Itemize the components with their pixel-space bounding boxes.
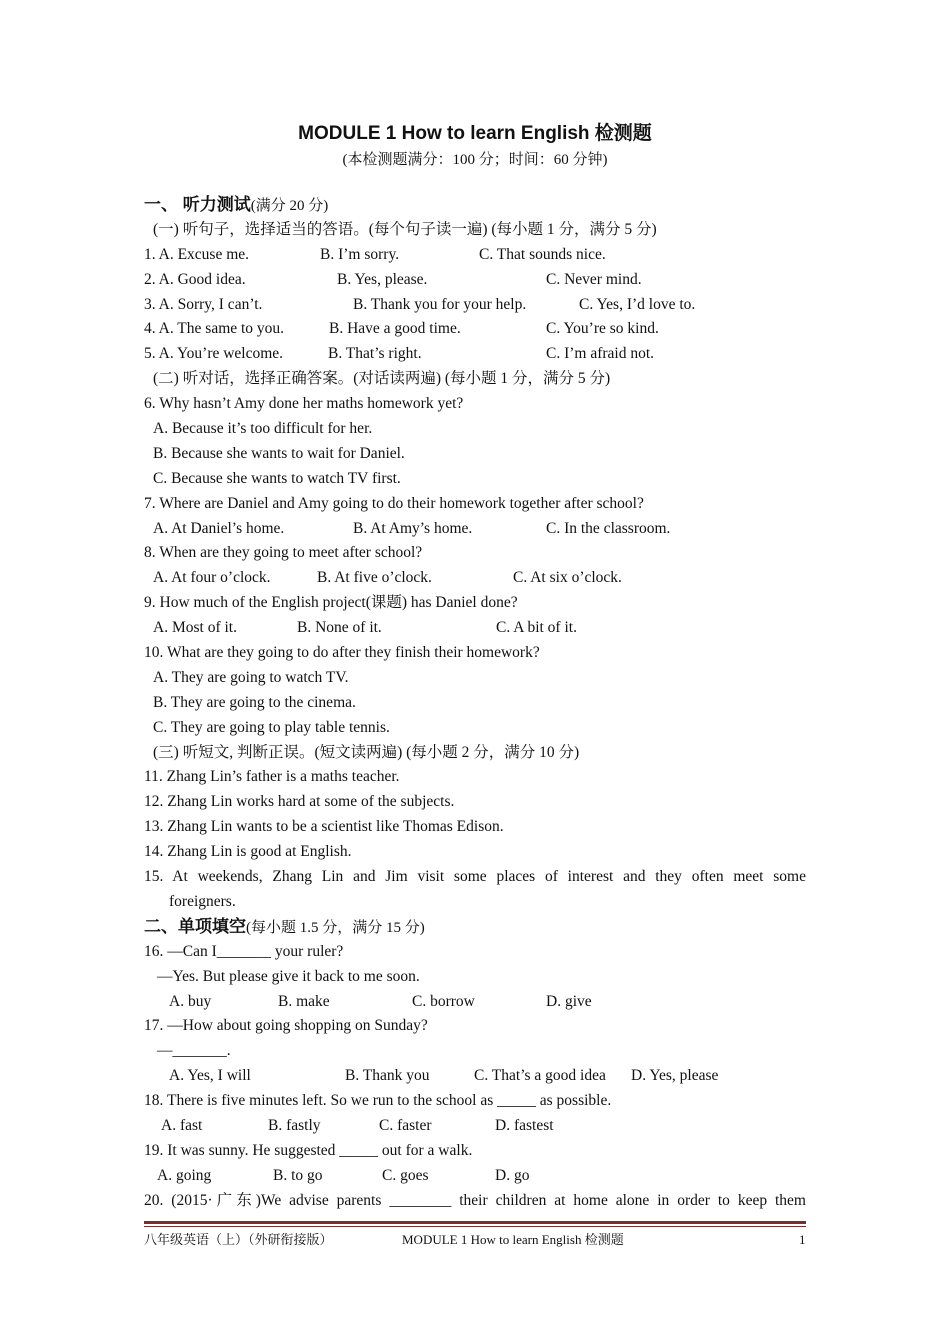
option-d: D. go <box>495 1166 530 1184</box>
question-row <box>144 268 806 293</box>
question-text: 10. What are they going to do after they finish their homework? <box>144 644 540 662</box>
option-a: A. going <box>157 1166 212 1184</box>
options-row <box>144 616 806 641</box>
option-b: B. to go <box>273 1166 323 1184</box>
option-b: B. Because she wants to wait for Daniel. <box>153 444 405 462</box>
option-b: B. They are going to the cinema. <box>153 693 356 711</box>
section-note: (每小题 1.5 分，满分 15 分) <box>246 919 425 936</box>
question-text: 9. How much of the English project(课题) has Daniel done? <box>144 594 518 612</box>
section-heading <box>144 915 806 940</box>
option-c: C. That sounds nice. <box>479 245 606 263</box>
option-c: C. At six o’clock. <box>513 569 622 587</box>
statement: 11. Zhang Lin’s father is a maths teacher. <box>144 768 400 786</box>
page-subtitle: (本检测题满分：100 分；时间：60 分钟) <box>342 152 608 168</box>
option-a: A. At four o’clock. <box>153 569 271 587</box>
option-c: C. borrow <box>412 992 475 1010</box>
options-row <box>144 517 806 542</box>
question-row <box>144 293 806 318</box>
footer-rule-thin <box>144 1226 806 1227</box>
exam-body <box>144 193 806 1214</box>
question-row <box>144 243 806 268</box>
footer-center: MODULE 1 How to learn English 检测题 <box>402 1232 624 1247</box>
option-c: C. Yes, I’d love to. <box>579 295 696 313</box>
option-b: B. make <box>278 992 330 1010</box>
question-text: 18. There is five minutes left. So we run to the school as _____ as possible. <box>144 1092 612 1110</box>
options-row <box>144 1164 806 1189</box>
statement: 15. At weekends, Zhang Lin and Jim visit some places of interest and they often meet some <box>144 868 806 886</box>
question-row <box>144 342 806 367</box>
statement: 13. Zhang Lin wants to be a scientist like Thomas Edison. <box>144 818 504 836</box>
question-option-a: 2. A. Good idea. <box>144 270 246 288</box>
option-c: C. You’re so kind. <box>546 320 659 338</box>
option-b: B. At five o’clock. <box>317 569 432 587</box>
option-d: D. Yes, please <box>631 1067 719 1085</box>
part-instruction: (二) 听对话，选择正确答案。(对话读两遍) (每小题 1 分，满分 5 分) <box>153 370 611 388</box>
part-instruction: (三) 听短文, 判断正误。(短文读两遍) (每小题 2 分，满分 10 分) <box>153 743 580 761</box>
statement: 12. Zhang Lin works hard at some of the subjects. <box>144 793 455 811</box>
footer-rule <box>144 1221 806 1224</box>
page-number: 1 <box>799 1232 806 1247</box>
option-c: C. Because she wants to watch TV first. <box>153 469 401 487</box>
question-text: 8. When are they going to meet after school? <box>144 544 423 562</box>
options-row <box>144 990 806 1015</box>
option-c: C. They are going to play table tennis. <box>153 718 390 736</box>
dialogue-reply: —Yes. But please give it back to me soon. <box>157 967 420 985</box>
footer-left: 八年级英语（上）（外研衔接版） <box>144 1232 333 1247</box>
option-b: B. fastly <box>268 1116 321 1134</box>
option-c: C. faster <box>379 1116 432 1134</box>
option-c: C. That’s a good idea <box>474 1067 606 1085</box>
option-b: B. Thank you for your help. <box>353 295 527 313</box>
part-instruction: (一) 听句子，选择适当的答语。(每个句子读一遍) (每小题 1 分，满分 5 分) <box>153 220 657 238</box>
options-row <box>144 566 806 591</box>
option-b: B. Yes, please. <box>337 270 428 288</box>
question-option-a: 3. A. Sorry, I can’t. <box>144 295 263 313</box>
option-b: B. None of it. <box>297 619 382 637</box>
statement: 14. Zhang Lin is good at English. <box>144 843 352 861</box>
option-b: B. That’s right. <box>328 345 422 363</box>
option-c: C. A bit of it. <box>496 619 577 637</box>
option-b: B. Have a good time. <box>329 320 461 338</box>
option-b: B. Thank you <box>345 1067 430 1085</box>
option-c: C. goes <box>382 1166 429 1184</box>
question-row <box>144 317 806 342</box>
dialogue-reply: —_______. <box>157 1042 231 1060</box>
question-option-a: 1. A. Excuse me. <box>144 245 250 263</box>
option-a: A. fast <box>161 1116 203 1134</box>
option-b: B. I’m sorry. <box>320 245 400 263</box>
question-option-a: 4. A. The same to you. <box>144 320 285 338</box>
section-heading <box>144 193 806 218</box>
statement-continuation: foreigners. <box>169 892 236 910</box>
question-text: 6. Why hasn’t Amy done her maths homework yet? <box>144 395 464 413</box>
question-text: 17. —How about going shopping on Sunday? <box>144 1017 428 1035</box>
question-text: 19. It was sunny. He suggested _____ out for a walk. <box>144 1141 473 1159</box>
option-a: A. They are going to watch TV. <box>153 668 349 686</box>
section-note: (满分 20 分) <box>250 198 329 214</box>
option-b: B. At Amy’s home. <box>353 519 473 537</box>
option-a: A. buy <box>169 992 212 1010</box>
option-a: A. At Daniel’s home. <box>153 519 285 537</box>
option-c: C. Never mind. <box>546 270 642 288</box>
option-a: A. Because it’s too difficult for her. <box>153 420 373 438</box>
question-option-a: 5. A. You’re welcome. <box>144 345 284 363</box>
option-d: D. give <box>546 992 592 1010</box>
question-text: 20. (2015·广东)We advise parents ________ their children at home alone in order to keep them <box>144 1191 806 1209</box>
option-c: C. In the classroom. <box>546 519 671 537</box>
option-a: A. Yes, I will <box>169 1067 251 1085</box>
options-row <box>144 1064 806 1089</box>
question-text: 16. —Can I_______ your ruler? <box>144 942 344 960</box>
option-c: C. I’m afraid not. <box>546 345 655 363</box>
section-title: 二、单项填空 <box>144 916 246 936</box>
option-a: A. Most of it. <box>153 619 237 637</box>
options-row <box>144 1114 806 1139</box>
option-d: D. fastest <box>495 1116 554 1134</box>
question-text: 7. Where are Daniel and Amy going to do their homework together after school? <box>144 494 644 512</box>
section-title: 一、 听力测试 <box>144 195 251 214</box>
page-title: MODULE 1 How to learn English 检测题 <box>298 123 652 144</box>
